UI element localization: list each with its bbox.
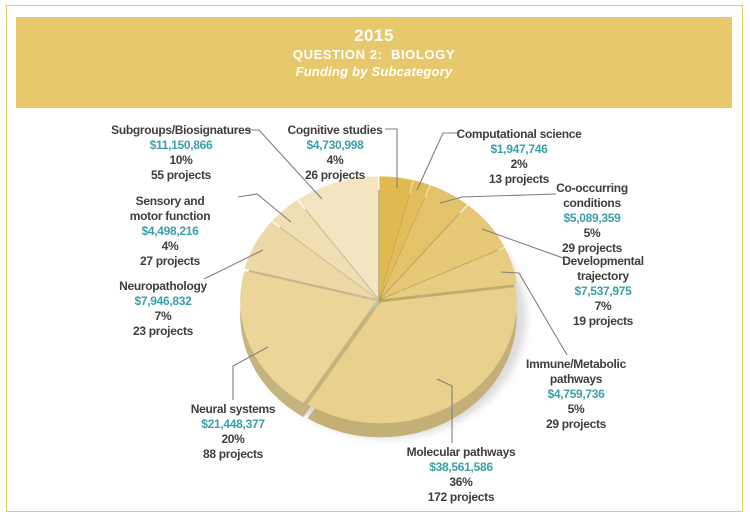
slice-name: Molecular pathways — [406, 445, 516, 459]
slice-amount: $4,730,998 — [306, 138, 364, 152]
slice-name: Cognitive studies — [287, 123, 383, 137]
slice-label — [119, 279, 207, 339]
slice-label — [562, 254, 643, 329]
slice-percent: 4% — [161, 239, 179, 253]
slice-name: Neural systems — [190, 402, 276, 416]
slice-name: Sensory and — [135, 194, 205, 208]
slice-label — [111, 123, 251, 183]
slice-percent: 36% — [449, 475, 473, 489]
slice-amount: $38,561,586 — [429, 460, 493, 474]
slice-amount: $7,537,975 — [574, 284, 632, 298]
slice-percent: 4% — [326, 153, 344, 167]
slice-name: Developmental — [562, 254, 644, 268]
slice-amount: $1,947,746 — [490, 142, 548, 156]
report-year: 2015 — [354, 26, 394, 45]
slice-amount: $7,946,832 — [134, 294, 192, 308]
slice-percent: 10% — [169, 153, 193, 167]
slice-projects: 29 projects — [561, 241, 623, 255]
slice-amount: $11,150,866 — [149, 138, 213, 152]
slice-projects: 13 projects — [488, 172, 550, 186]
slice-label — [130, 194, 210, 269]
slice-amount: $4,498,216 — [141, 224, 199, 238]
slice-label — [288, 123, 383, 183]
slice-projects: 19 projects — [572, 314, 634, 328]
slice-projects: 88 projects — [202, 447, 264, 461]
slice-label — [526, 357, 626, 432]
slice-amount: $4,759,736 — [547, 387, 605, 401]
slice-name: motor function — [129, 209, 211, 223]
report-title: QUESTION 2: BIOLOGY — [292, 47, 456, 62]
slice-label — [556, 181, 628, 256]
slice-name: pathways — [549, 372, 603, 386]
slice-percent: 2% — [510, 157, 528, 171]
slice-name: Immune/Metabolic — [526, 357, 626, 371]
slice-projects: 172 projects — [427, 490, 495, 504]
slice-percent: 5% — [567, 402, 585, 416]
slice-name: conditions — [563, 196, 621, 210]
slice-projects: 27 projects — [139, 254, 201, 268]
slice-name: Computational science — [456, 127, 582, 141]
slice-label — [456, 127, 581, 187]
slice-projects: 55 projects — [150, 168, 212, 182]
slice-name: Subgroups/Biosignatures — [111, 123, 251, 137]
slice-name: Co-occurring — [556, 181, 628, 195]
slice-label — [191, 402, 276, 462]
slice-name: trajectory — [577, 269, 629, 283]
slice-projects: 26 projects — [304, 168, 366, 182]
slice-percent: 5% — [583, 226, 601, 240]
slice-name: Neuropathology — [119, 279, 207, 293]
slice-projects: 29 projects — [545, 417, 607, 431]
slice-projects: 23 projects — [132, 324, 194, 338]
slice-label — [407, 445, 516, 505]
slice-amount: $5,089,359 — [563, 211, 621, 225]
report-subtitle: Funding by Subcategory — [295, 64, 453, 79]
slice-percent: 7% — [154, 309, 172, 323]
slice-percent: 20% — [221, 432, 245, 446]
slice-amount: $21,448,377 — [201, 417, 265, 431]
slice-percent: 7% — [594, 299, 612, 313]
